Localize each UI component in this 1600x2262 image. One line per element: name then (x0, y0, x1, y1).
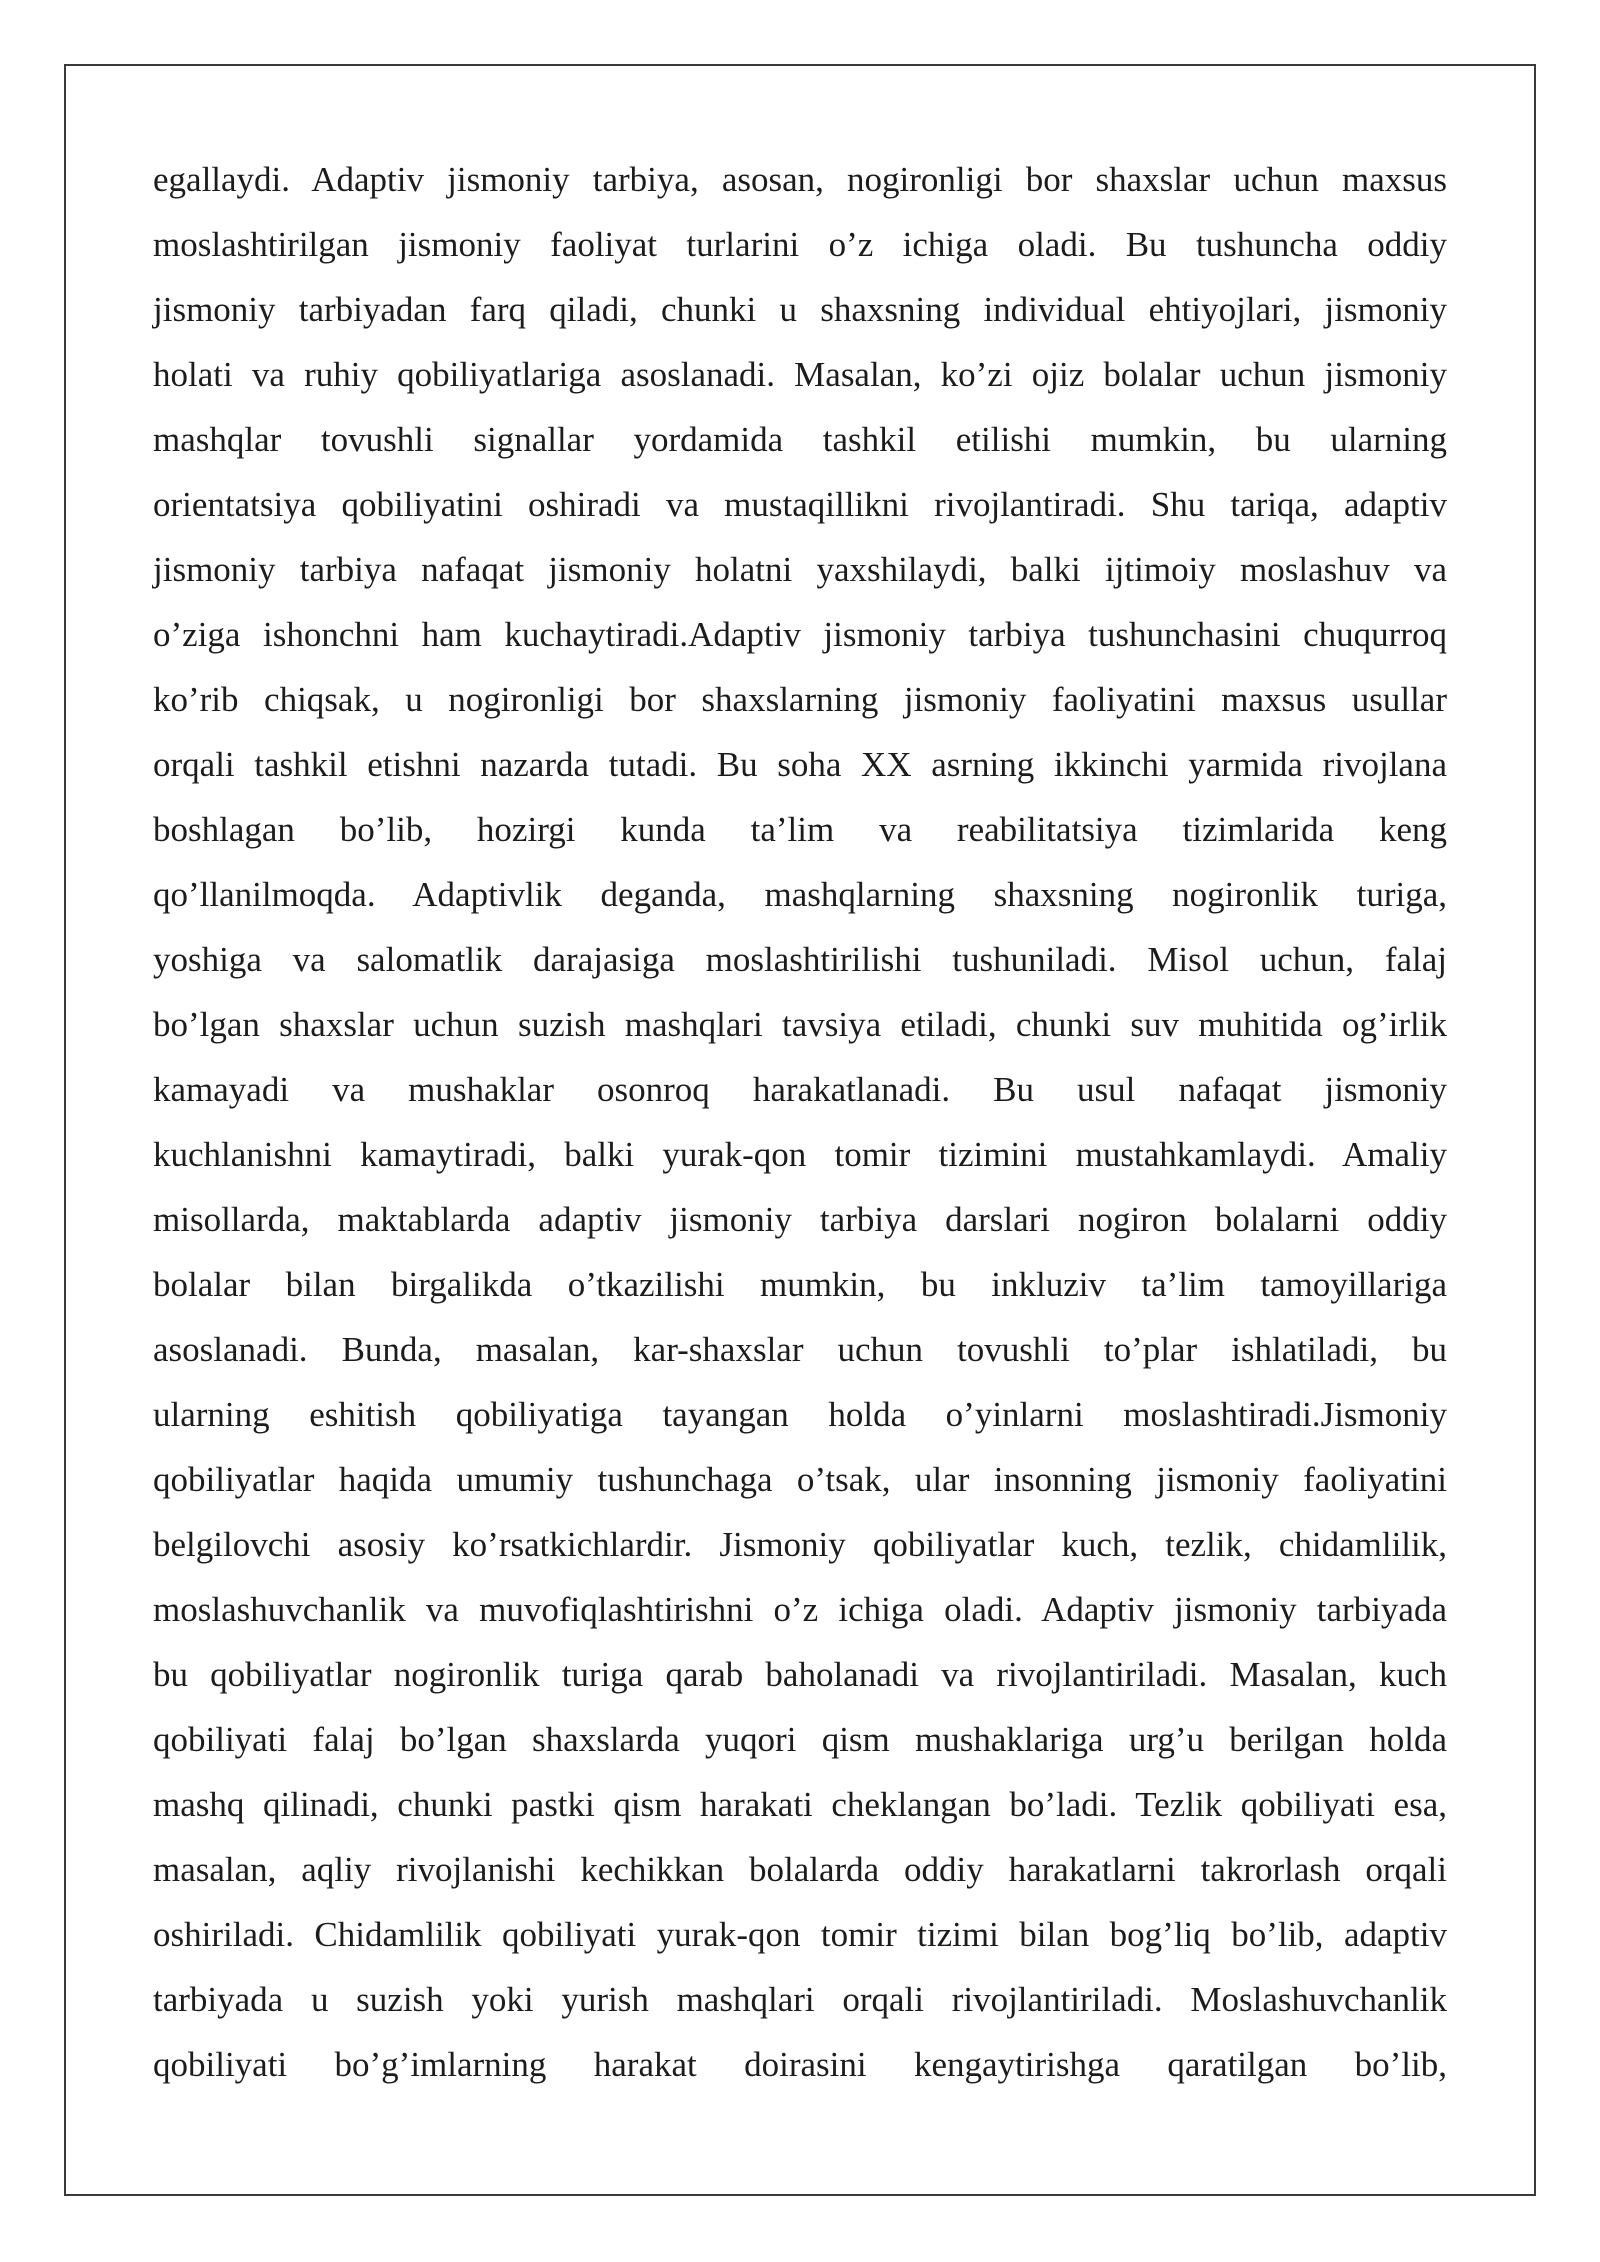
text-line: yoshiga va salomatlik darajasiga moslashtirilishi tushuniladi. Misol uchun, falaj (153, 940, 1447, 979)
text-line: kamayadi va mushaklar osonroq harakatlanadi. Bu usul nafaqat jismoniy (153, 1070, 1447, 1109)
text-line: holati va ruhiy qobiliyatlariga asoslanadi. Masalan, ko’zi ojiz bolalar uchun jismoniy (153, 355, 1447, 394)
text-line: qo’llanilmoqda. Adaptivlik deganda, mashqlarning shaxsning nogironlik turiga, (153, 875, 1447, 914)
text-line: bolalar bilan birgalikda o’tkazilishi mumkin, bu inkluziv ta’lim tamoyillariga (153, 1265, 1447, 1304)
text-line: masalan, aqliy rivojlanishi kechikkan bolalarda oddiy harakatlarni takrorlash orqali (153, 1850, 1447, 1889)
text-line: boshlagan bo’lib, hozirgi kunda ta’lim va reabilitatsiya tizimlarida keng (153, 810, 1447, 849)
text-line: ularning eshitish qobiliyatiga tayangan holda o’yinlarni moslashtiradi.Jismoniy (153, 1395, 1447, 1434)
text-line: jismoniy tarbiyadan farq qiladi, chunki u shaxsning individual ehtiyojlari, jismoniy (153, 290, 1447, 329)
text-line: qobiliyatlar haqida umumiy tushunchaga o’tsak, ular insonning jismoniy faoliyatini (153, 1460, 1447, 1499)
text-line: o’ziga ishonchni ham kuchaytiradi.Adaptiv jismoniy tarbiya tushunchasini chuqurroq (153, 615, 1447, 654)
text-line: asoslanadi. Bunda, masalan, kar-shaxslar uchun tovushli to’plar ishlatiladi, bu (153, 1330, 1447, 1369)
document-body (153, 147, 1447, 2097)
text-line: mashqlar tovushli signallar yordamida tashkil etilishi mumkin, bu ularning (153, 420, 1447, 459)
text-line: jismoniy tarbiya nafaqat jismoniy holatni yaxshilaydi, balki ijtimoiy moslashuv va (153, 550, 1447, 589)
text-line: qobiliyati bo’g’imlarning harakat doirasini kengaytirishga qaratilgan bo’lib, (153, 2045, 1447, 2084)
text-line: orqali tashkil etishni nazarda tutadi. Bu soha XX asrning ikkinchi yarmida rivojlana (153, 745, 1447, 784)
text-line: oshiriladi. Chidamlilik qobiliyati yurak-qon tomir tizimi bilan bog’liq bo’lib, adaptiv (153, 1915, 1447, 1954)
text-line: bo’lgan shaxslar uchun suzish mashqlari tavsiya etiladi, chunki suv muhitida og’irlik (153, 1005, 1447, 1044)
text-line: ko’rib chiqsak, u nogironligi bor shaxslarning jismoniy faoliyatini maxsus usullar (153, 680, 1447, 719)
text-line: tarbiyada u suzish yoki yurish mashqlari orqali rivojlantiriladi. Moslashuvchanlik (153, 1980, 1447, 2019)
text-line: bu qobiliyatlar nogironlik turiga qarab baholanadi va rivojlantiriladi. Masalan, kuch (153, 1655, 1447, 1694)
text-line: qobiliyati falaj bo’lgan shaxslarda yuqori qism mushaklariga urg’u berilgan holda (153, 1720, 1447, 1759)
text-line: kuchlanishni kamaytiradi, balki yurak-qon tomir tizimini mustahkamlaydi. Amaliy (153, 1135, 1447, 1174)
text-line: mashq qilinadi, chunki pastki qism harakati cheklangan bo’ladi. Tezlik qobiliyati esa, (153, 1785, 1447, 1824)
text-line: moslashuvchanlik va muvofiqlashtirishni o’z ichiga oladi. Adaptiv jismoniy tarbiyada (153, 1590, 1447, 1629)
text-line: orientatsiya qobiliyatini oshiradi va mustaqillikni rivojlantiradi. Shu tariqa, adaptiv (153, 485, 1447, 524)
text-line: egallaydi. Adaptiv jismoniy tarbiya, asosan, nogironligi bor shaxslar uchun maxsus (153, 160, 1447, 199)
text-line: moslashtirilgan jismoniy faoliyat turlarini o’z ichiga oladi. Bu tushuncha oddiy (153, 225, 1447, 264)
text-line: belgilovchi asosiy ko’rsatkichlardir. Jismoniy qobiliyatlar kuch, tezlik, chidamlilik, (153, 1525, 1447, 1564)
text-line: misollarda, maktablarda adaptiv jismoniy tarbiya darslari nogiron bolalarni oddiy (153, 1200, 1447, 1239)
